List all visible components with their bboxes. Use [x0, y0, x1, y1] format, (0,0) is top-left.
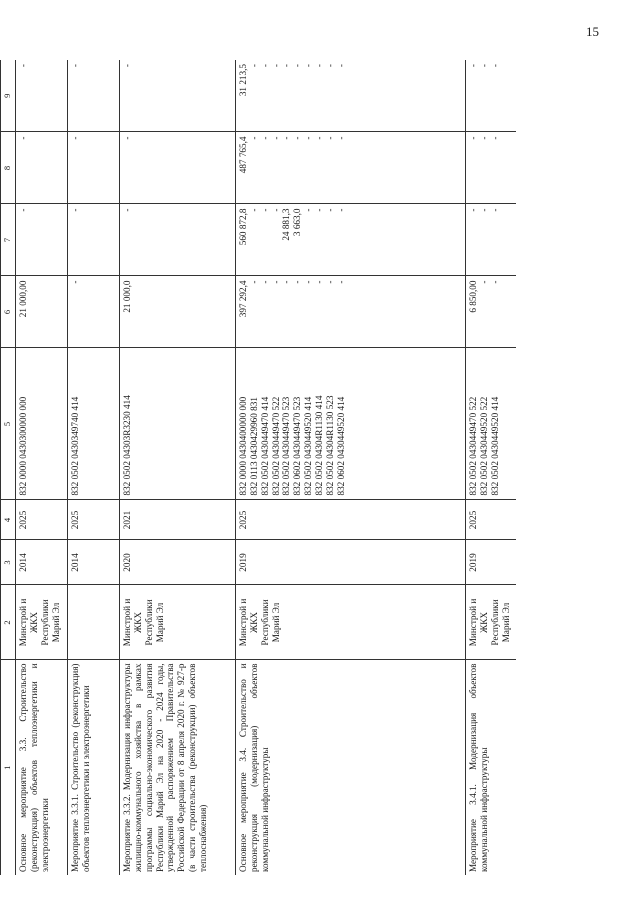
end-year: 2025 [68, 500, 120, 540]
table-row [16, 60, 68, 875]
value-col8: - [120, 132, 236, 204]
table-row [68, 60, 120, 875]
executor: Минстрой и ЖКХ Республики Марий Эл [236, 585, 466, 660]
header-cell: 2 [1, 585, 16, 660]
value-col8: - [16, 132, 68, 204]
executor: Минстрой и ЖКХ Республики Марий Эл [466, 585, 516, 660]
value-col8: - [68, 132, 120, 204]
measure-name: Мероприятие 3.3.2. Модернизация инфраструктуры жилищно-коммунального хозяйства в рамках программы социально-экономического развития Республики Марий Эл на 2020 - 2024 годы, утвержденной распоряжением Правительства Российской Федерации от 8 апреля 2020 г. № 927-р (в части строительства (реконструкции) объектов теплоснабжения) [122, 663, 209, 872]
header-cell: 5 [1, 348, 16, 500]
start-year: 2020 [120, 540, 236, 585]
table-row [466, 60, 516, 875]
header-cell: 6 [1, 276, 16, 348]
rotated-table-container [0, 60, 515, 905]
header-cell: 9 [1, 60, 16, 132]
value-col6: 397 292,4 - - - - - - - - - [236, 276, 466, 348]
measure-name: Основное мероприятие 3.3. Строительство (реконструкция) объектов теплоэнергетики и электроэнергетики [18, 663, 50, 872]
measure-name: Основное мероприятие 3.4. Строительство и реконструкция (модернизация) объектов коммунальной инфраструктуры [238, 663, 270, 872]
value-col9: - [16, 60, 68, 132]
start-year: 2014 [68, 540, 120, 585]
page-number: 15 [586, 24, 599, 39]
header-cell: 3 [1, 540, 16, 585]
budget-codes: 832 0000 0430400000 000 832 0113 0430429960 831 832 0502 0430449470 414 832 0502 0430449470 522 832 0502 0430449470 523 832 0602 0430449470 523 832 0502 0430449520 414 832 0502 04304R1130 414 832 0502 04304R1130 523 832 0602 0430449520 414 [236, 348, 466, 500]
value-col6: - [68, 276, 120, 348]
value-col8: - - - [466, 132, 516, 204]
end-year: 2025 [466, 500, 516, 540]
value-col7: - [120, 204, 236, 276]
executor: Минстрой и ЖКХ Республики Марий Эл [16, 585, 68, 660]
start-year: 2019 [466, 540, 516, 585]
program-table [0, 60, 516, 875]
measure-name: Мероприятие 3.4.1. Модернизация объектов коммунальной инфраструктуры [468, 663, 489, 872]
executor: Минстрой и ЖКХ Республики Марий Эл [120, 585, 236, 660]
value-col7: - [16, 204, 68, 276]
value-col9: 31 213,5 - - - - - - - - - [236, 60, 466, 132]
end-year: 2025 [16, 500, 68, 540]
end-year: 2025 [236, 500, 466, 540]
table-row [120, 60, 236, 875]
header-row [1, 60, 16, 875]
header-cell: 4 [1, 500, 16, 540]
budget-codes: 832 0000 0430300000 000 [16, 348, 68, 500]
header-cell: 7 [1, 204, 16, 276]
value-col7: - [68, 204, 120, 276]
table-row [236, 60, 466, 875]
budget-codes: 832 0502 0430349740 414 [68, 348, 120, 500]
budget-codes: 832 0502 04303R3230 414 [120, 348, 236, 500]
budget-codes: 832 0502 0430449470 522 832 0502 0430449520 522 832 0502 0430449520 414 [466, 348, 516, 500]
value-col9: - - - [466, 60, 516, 132]
start-year: 2014 [16, 540, 68, 585]
value-col8: 487 765,4 - - - - - - - - - [236, 132, 466, 204]
measure-name: Мероприятие 3.3.1. Строительство (реконструкция) объектов теплоэнергетики и электроэнергетики [70, 663, 91, 872]
start-year: 2019 [236, 540, 466, 585]
value-col7: - - - [466, 204, 516, 276]
header-cell: 8 [1, 132, 16, 204]
end-year: 2021 [120, 500, 236, 540]
value-col6: 21 000,00 [16, 276, 68, 348]
executor [68, 585, 120, 660]
value-col9: - [68, 60, 120, 132]
value-col7: 560 872,8 - - - 24 881,3 3 663,0 - - - - [236, 204, 466, 276]
value-col9: - [120, 60, 236, 132]
value-col6: 6 850,00 - - [466, 276, 516, 348]
header-cell: 1 [1, 660, 16, 875]
value-col6: 21 000,0 [120, 276, 236, 348]
